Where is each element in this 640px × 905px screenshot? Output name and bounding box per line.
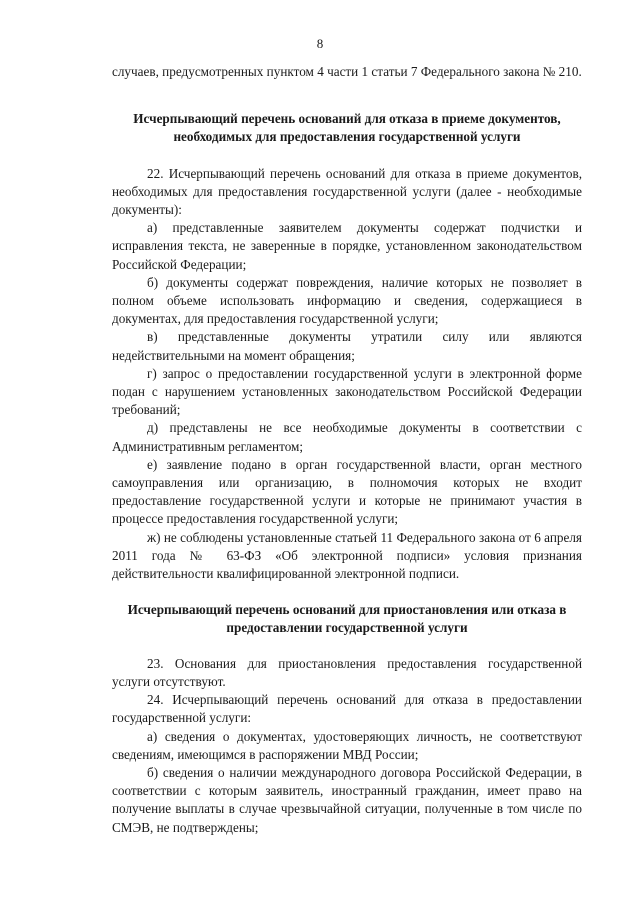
document-body (112, 63, 582, 837)
list-item-22g: г) запрос о предоставлении государственной услуги в электронной форме подан с нарушением установленных законодательством Российской Федерации требований; (112, 365, 582, 418)
paragraph-24: 24. Исчерпывающий перечень оснований для отказа в предоставлении государственной услуги: (112, 692, 582, 726)
intro-paragraph: случаев, предусмотренных пунктом 4 части 1 статьи 7 Федерального закона № 210. (112, 64, 582, 79)
list-item-22b: б) документы содержат повреждения, наличие которых не позволяет в полном объеме использовать информацию и сведения, содержащиеся в документах, для предоставления государственной услуги; (112, 274, 582, 327)
list-item-24b: б) сведения о наличии международного договора Российской Федерации, в соответствии с которым заявитель, иностранный гражданин, имеет право на получение выплаты в случае чрезвычайной ситуации, полученные в том числе по СМЭВ, не подтверждены; (112, 764, 582, 835)
section-heading-refusal-documents: Исчерпывающий перечень оснований для отказа в приеме документов, необходимых для предоставления государственной услуги (133, 111, 561, 145)
list-item-22d: д) представлены не все необходимые документы в соответствии с Административным регламентом; (112, 420, 582, 454)
list-item-22e: е) заявление подано в орган государственной власти, орган местного самоуправления или организацию, в полномочия которых не входит предоставление государственной услуги и которые не принимают участия в процессе предоставления государственной услуги; (112, 456, 582, 527)
paragraph-22: 22. Исчерпывающий перечень оснований для отказа в приеме документов, необходимых для предоставления государственной услуги (далее - необходимые документы): (112, 165, 582, 218)
section-heading-suspension-refusal: Исчерпывающий перечень оснований для приостановления или отказа в предоставлении государственной услуги (127, 602, 567, 636)
list-item-22a: а) представленные заявителем документы содержат подчистки и исправления текста, не заверенные в порядке, установленном законодательством Российской Федерации; (112, 220, 582, 272)
list-item-24a: а) сведения о документах, удостоверяющих личность, не соответствуют сведениям, имеющимся в распоряжении МВД России; (112, 728, 582, 762)
page-number: 8 (316, 36, 324, 51)
paragraph-23: 23. Основания для приостановления предоставления государственной услуги отсутствуют. (112, 655, 582, 689)
list-item-22v: в) представленные документы утратили силу или являются недействительными на момент обращения; (112, 329, 582, 363)
list-item-22zh: ж) не соблюдены установленные статьей 11 Федерального закона от 6 апреля 2011 года № 63-ФЗ «Об электронной подписи» условия признания действительности квалифицированной электронной подписи. (112, 529, 582, 582)
